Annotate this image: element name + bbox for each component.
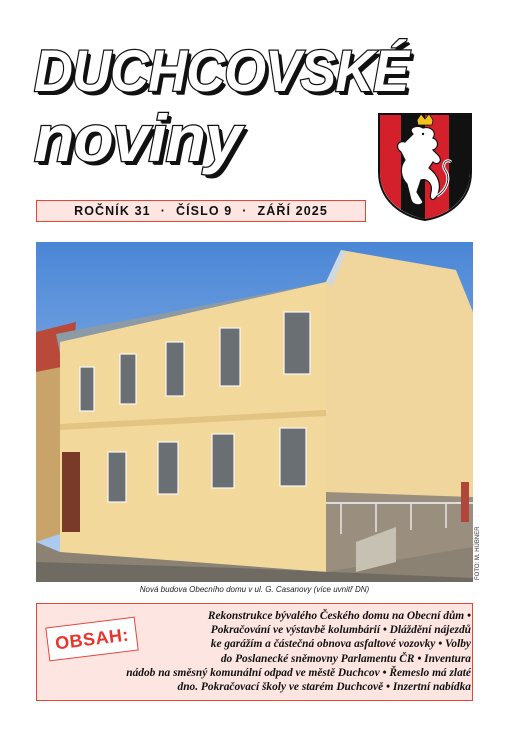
contents-line: do Poslanecké sněmovny Parlamentu ČR • Inventura: [220, 652, 471, 665]
issue-volume: ROČNÍK 31: [74, 204, 151, 218]
issue-number: ČÍSLO 9: [175, 204, 233, 218]
masthead-title-line1: DUCHCOVSKÉ: [34, 39, 409, 104]
contents-line: Rekonstrukce bývalého Českého domu na Obecní dům •: [207, 610, 471, 622]
issue-separator: ·: [242, 204, 248, 218]
issue-info-bar: [36, 200, 366, 222]
photo-credit: FOTO: M. HÜBNER: [475, 526, 481, 580]
contents-line: ke garážím a částečná obnova asfaltové vozovky • Volby: [210, 638, 471, 651]
cover-photo: [36, 242, 473, 582]
masthead-title-line2: noviny: [34, 101, 241, 175]
town-coat-of-arms-icon: [377, 112, 473, 222]
contents-line: nádob na směsný komunální odpad ve městě Duchcov • Řemeslo má zlaté: [126, 666, 471, 679]
issue-separator: ·: [160, 204, 166, 218]
contents-label: OBSAH:: [45, 617, 138, 662]
contents-panel: [36, 603, 473, 701]
contents-text: [99, 609, 471, 694]
photo-caption: Nová budova Obecního domu v ul. G. Casanovy (více uvnitř DN): [139, 585, 370, 594]
contents-line: dno. Pokračovací školy ve starém Duchcově • Inzertní nabídka: [177, 681, 471, 694]
contents-line: Pokračování ve výstavbě kolumbárií • Dláždění nájezdů: [210, 624, 471, 637]
issue-date: ZÁŘÍ 2025: [257, 204, 328, 218]
